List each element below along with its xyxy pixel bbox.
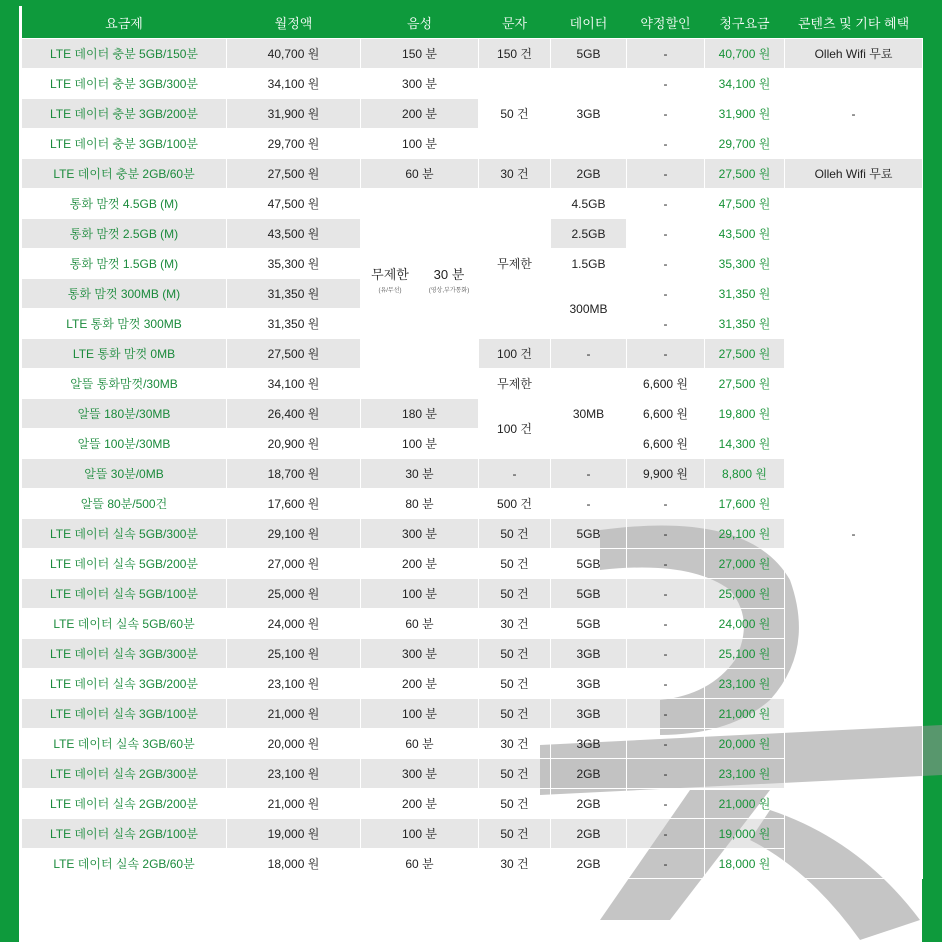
header-voice: 음성	[361, 6, 479, 39]
discount-cell: -	[627, 579, 705, 609]
bill-cell: 40,700 원	[705, 39, 785, 69]
bill-cell: 21,000 원	[705, 789, 785, 819]
plan-name: LTE 데이터 실속 2GB/200분	[22, 789, 227, 819]
monthly-fee: 27,000 원	[227, 549, 361, 579]
plan-name: LTE 데이터 실속 5GB/200분	[22, 549, 227, 579]
plan-name: LTE 데이터 충분 3GB/200분	[22, 99, 227, 129]
monthly-fee: 21,000 원	[227, 699, 361, 729]
video-call-label: 30 분	[433, 266, 465, 282]
plan-name: 알뜰 30분/0MB	[22, 459, 227, 489]
monthly-fee: 17,600 원	[227, 489, 361, 519]
data-cell: 5GB	[551, 579, 627, 609]
plan-name: 알뜰 통화맘껏/30MB	[22, 369, 227, 399]
bill-cell: 27,500 원	[705, 339, 785, 369]
header-discount: 약정할인	[627, 6, 705, 39]
sms-cell: 무제한	[479, 369, 551, 399]
bill-cell: 29,700 원	[705, 129, 785, 159]
voice-cell: 200 분	[361, 549, 479, 579]
discount-cell: -	[627, 849, 705, 879]
benefit-cell: -	[785, 189, 923, 879]
benefit-cell: Olleh Wifi 무료	[785, 159, 923, 189]
sms-cell: -	[479, 459, 551, 489]
data-cell: 3GB	[551, 699, 627, 729]
data-cell: 30MB	[551, 369, 627, 459]
discount-cell: -	[627, 39, 705, 69]
sms-cell: 30 건	[479, 729, 551, 759]
bill-cell: 14,300 원	[705, 429, 785, 459]
data-cell: 3GB	[551, 729, 627, 759]
monthly-fee: 18,000 원	[227, 849, 361, 879]
sms-cell: 50 건	[479, 579, 551, 609]
voice-cell	[361, 369, 479, 399]
plan-name: 통화 맘껏 300MB (M)	[22, 279, 227, 309]
bill-cell: 47,500 원	[705, 189, 785, 219]
plan-name: 통화 맘껏 4.5GB (M)	[22, 189, 227, 219]
plan-name: LTE 데이터 충분 3GB/300분	[22, 69, 227, 99]
data-cell: 2.5GB	[551, 219, 627, 249]
monthly-fee: 31,350 원	[227, 309, 361, 339]
discount-cell: -	[627, 249, 705, 279]
bill-cell: 8,800 원	[705, 459, 785, 489]
voice-cell: 100 분	[361, 819, 479, 849]
plan-name: LTE 데이터 실속 3GB/200분	[22, 669, 227, 699]
discount-cell: 6,600 원	[627, 429, 705, 459]
monthly-fee: 25,100 원	[227, 639, 361, 669]
sms-cell: 500 건	[479, 489, 551, 519]
bill-cell: 35,300 원	[705, 249, 785, 279]
bill-cell: 21,000 원	[705, 699, 785, 729]
monthly-fee: 40,700 원	[227, 39, 361, 69]
voice-cell: 100 분	[361, 699, 479, 729]
bill-cell: 19,000 원	[705, 819, 785, 849]
monthly-fee: 47,500 원	[227, 189, 361, 219]
plan-name: LTE 데이터 실속 5GB/100분	[22, 579, 227, 609]
discount-cell: 9,900 원	[627, 459, 705, 489]
discount-cell: 6,600 원	[627, 399, 705, 429]
monthly-fee: 19,000 원	[227, 819, 361, 849]
bill-cell: 29,100 원	[705, 519, 785, 549]
voice-unlimited-cell	[361, 189, 420, 369]
sms-cell: 30 건	[479, 609, 551, 639]
monthly-fee: 31,350 원	[227, 279, 361, 309]
sms-cell: 50 건	[479, 699, 551, 729]
data-cell: 4.5GB	[551, 189, 627, 219]
bill-cell: 43,500 원	[705, 219, 785, 249]
voice-cell: 300 분	[361, 69, 479, 99]
voice-unlimited-note: (유/무선)	[378, 287, 402, 294]
bill-cell: 27,500 원	[705, 159, 785, 189]
voice-cell: 300 분	[361, 519, 479, 549]
monthly-fee: 24,000 원	[227, 609, 361, 639]
monthly-fee: 27,500 원	[227, 159, 361, 189]
header-monthly-fee: 월정액	[227, 6, 361, 39]
data-cell: 5GB	[551, 609, 627, 639]
discount-cell: -	[627, 489, 705, 519]
discount-cell: -	[627, 759, 705, 789]
bill-cell: 19,800 원	[705, 399, 785, 429]
monthly-fee: 29,700 원	[227, 129, 361, 159]
bill-cell: 23,100 원	[705, 759, 785, 789]
data-cell: 2GB	[551, 789, 627, 819]
monthly-fee: 20,000 원	[227, 729, 361, 759]
table-row	[22, 69, 923, 99]
discount-cell: -	[627, 279, 705, 309]
plan-name: 통화 맘껏 1.5GB (M)	[22, 249, 227, 279]
header-data: 데이터	[551, 6, 627, 39]
discount-cell: -	[627, 189, 705, 219]
discount-cell: -	[627, 669, 705, 699]
voice-cell: 30 분	[361, 459, 479, 489]
voice-cell: 100 분	[361, 429, 479, 459]
table-row	[22, 159, 923, 189]
data-cell: 3GB	[551, 69, 627, 159]
monthly-fee: 35,300 원	[227, 249, 361, 279]
monthly-fee: 18,700 원	[227, 459, 361, 489]
plan-name: LTE 데이터 실속 3GB/300분	[22, 639, 227, 669]
voice-cell: 200 분	[361, 99, 479, 129]
bill-cell: 27,000 원	[705, 549, 785, 579]
discount-cell: -	[627, 339, 705, 369]
voice-cell: 80 분	[361, 489, 479, 519]
discount-cell: -	[627, 699, 705, 729]
video-call-cell	[420, 189, 479, 369]
data-cell: 3GB	[551, 669, 627, 699]
plan-name: LTE 데이터 실속 5GB/60분	[22, 609, 227, 639]
monthly-fee: 34,100 원	[227, 69, 361, 99]
sms-cell: 50 건	[479, 819, 551, 849]
bill-cell: 17,600 원	[705, 489, 785, 519]
bill-cell: 31,900 원	[705, 99, 785, 129]
sms-cell: 30 건	[479, 849, 551, 879]
video-call-note: (영상,부가통화)	[428, 287, 470, 294]
voice-cell: 180 분	[361, 399, 479, 429]
sms-cell: 50 건	[479, 789, 551, 819]
data-cell: -	[551, 489, 627, 519]
monthly-fee: 31,900 원	[227, 99, 361, 129]
sms-cell: 100 건	[479, 399, 551, 459]
discount-cell: -	[627, 69, 705, 99]
benefit-cell: Olleh Wifi 무료	[785, 39, 923, 69]
discount-cell: 6,600 원	[627, 369, 705, 399]
bill-cell: 24,000 원	[705, 609, 785, 639]
bill-cell: 31,350 원	[705, 279, 785, 309]
monthly-fee: 20,900 원	[227, 429, 361, 459]
monthly-fee: 26,400 원	[227, 399, 361, 429]
plan-name: LTE 데이터 실속 2GB/60분	[22, 849, 227, 879]
header-bill: 청구요금	[705, 6, 785, 39]
voice-cell: 100 분	[361, 129, 479, 159]
table-row	[22, 189, 923, 219]
table-header-row	[22, 6, 923, 39]
sms-cell: 무제한	[479, 189, 551, 339]
sms-cell: 50 건	[479, 519, 551, 549]
discount-cell: -	[627, 159, 705, 189]
plan-name: 알뜰 100분/30MB	[22, 429, 227, 459]
plan-name: LTE 데이터 실속 2GB/100분	[22, 819, 227, 849]
plan-name: 알뜰 180분/30MB	[22, 399, 227, 429]
voice-cell: 300 분	[361, 759, 479, 789]
data-cell: 5GB	[551, 519, 627, 549]
rate-plan-table	[21, 6, 923, 879]
voice-cell: 200 분	[361, 789, 479, 819]
header-benefit: 콘텐츠 및 기타 혜택	[785, 6, 923, 39]
sms-cell: 50 건	[479, 639, 551, 669]
plan-name: LTE 데이터 충분 2GB/60분	[22, 159, 227, 189]
discount-cell: -	[627, 519, 705, 549]
bill-cell: 25,000 원	[705, 579, 785, 609]
discount-cell: -	[627, 639, 705, 669]
bill-cell: 25,100 원	[705, 639, 785, 669]
voice-cell: 200 분	[361, 669, 479, 699]
monthly-fee: 21,000 원	[227, 789, 361, 819]
plan-name: LTE 데이터 실속 3GB/60분	[22, 729, 227, 759]
sms-cell: 100 건	[479, 339, 551, 369]
voice-cell: 100 분	[361, 579, 479, 609]
monthly-fee: 23,100 원	[227, 759, 361, 789]
discount-cell: -	[627, 789, 705, 819]
sms-cell: 30 건	[479, 159, 551, 189]
voice-cell: 60 분	[361, 849, 479, 879]
data-cell: 1.5GB	[551, 249, 627, 279]
bill-cell: 18,000 원	[705, 849, 785, 879]
voice-cell: 60 분	[361, 159, 479, 189]
sms-cell: 50 건	[479, 669, 551, 699]
discount-cell: -	[627, 129, 705, 159]
monthly-fee: 29,100 원	[227, 519, 361, 549]
discount-cell: -	[627, 609, 705, 639]
plan-name: 통화 맘껏 2.5GB (M)	[22, 219, 227, 249]
monthly-fee: 25,000 원	[227, 579, 361, 609]
plan-name: LTE 통화 맘껏 0MB	[22, 339, 227, 369]
discount-cell: -	[627, 219, 705, 249]
plan-name: LTE 데이터 충분 3GB/100분	[22, 129, 227, 159]
voice-unlimited-label: 무제한	[371, 266, 409, 282]
bill-cell: 27,500 원	[705, 369, 785, 399]
header-plan: 요금제	[22, 6, 227, 39]
data-cell: -	[551, 339, 627, 369]
bill-cell: 20,000 원	[705, 729, 785, 759]
data-cell: 2GB	[551, 759, 627, 789]
header-sms: 문자	[479, 6, 551, 39]
data-cell: 300MB	[551, 279, 627, 339]
bill-cell: 23,100 원	[705, 669, 785, 699]
data-cell: 2GB	[551, 159, 627, 189]
sms-cell: 150 건	[479, 39, 551, 69]
monthly-fee: 27,500 원	[227, 339, 361, 369]
table-row	[22, 39, 923, 69]
benefit-cell: -	[785, 69, 923, 159]
voice-cell: 150 분	[361, 39, 479, 69]
data-cell: 2GB	[551, 849, 627, 879]
monthly-fee: 23,100 원	[227, 669, 361, 699]
data-cell: 5GB	[551, 39, 627, 69]
data-cell: 2GB	[551, 819, 627, 849]
plan-name: LTE 데이터 실속 3GB/100분	[22, 699, 227, 729]
bill-cell: 34,100 원	[705, 69, 785, 99]
voice-cell: 300 분	[361, 639, 479, 669]
sms-cell: 50 건	[479, 69, 551, 159]
plan-name: LTE 통화 맘껏 300MB	[22, 309, 227, 339]
discount-cell: -	[627, 729, 705, 759]
monthly-fee: 34,100 원	[227, 369, 361, 399]
voice-cell: 60 분	[361, 609, 479, 639]
discount-cell: -	[627, 549, 705, 579]
sms-cell: 50 건	[479, 759, 551, 789]
monthly-fee: 43,500 원	[227, 219, 361, 249]
data-cell: 5GB	[551, 549, 627, 579]
discount-cell: -	[627, 819, 705, 849]
voice-cell: 60 분	[361, 729, 479, 759]
discount-cell: -	[627, 309, 705, 339]
data-cell: 3GB	[551, 639, 627, 669]
plan-name: LTE 데이터 실속 2GB/300분	[22, 759, 227, 789]
discount-cell: -	[627, 99, 705, 129]
data-cell: -	[551, 459, 627, 489]
plan-name: LTE 데이터 실속 5GB/300분	[22, 519, 227, 549]
sms-cell: 50 건	[479, 549, 551, 579]
plan-name: 알뜰 80분/500건	[22, 489, 227, 519]
plan-name: LTE 데이터 충분 5GB/150분	[22, 39, 227, 69]
bill-cell: 31,350 원	[705, 309, 785, 339]
